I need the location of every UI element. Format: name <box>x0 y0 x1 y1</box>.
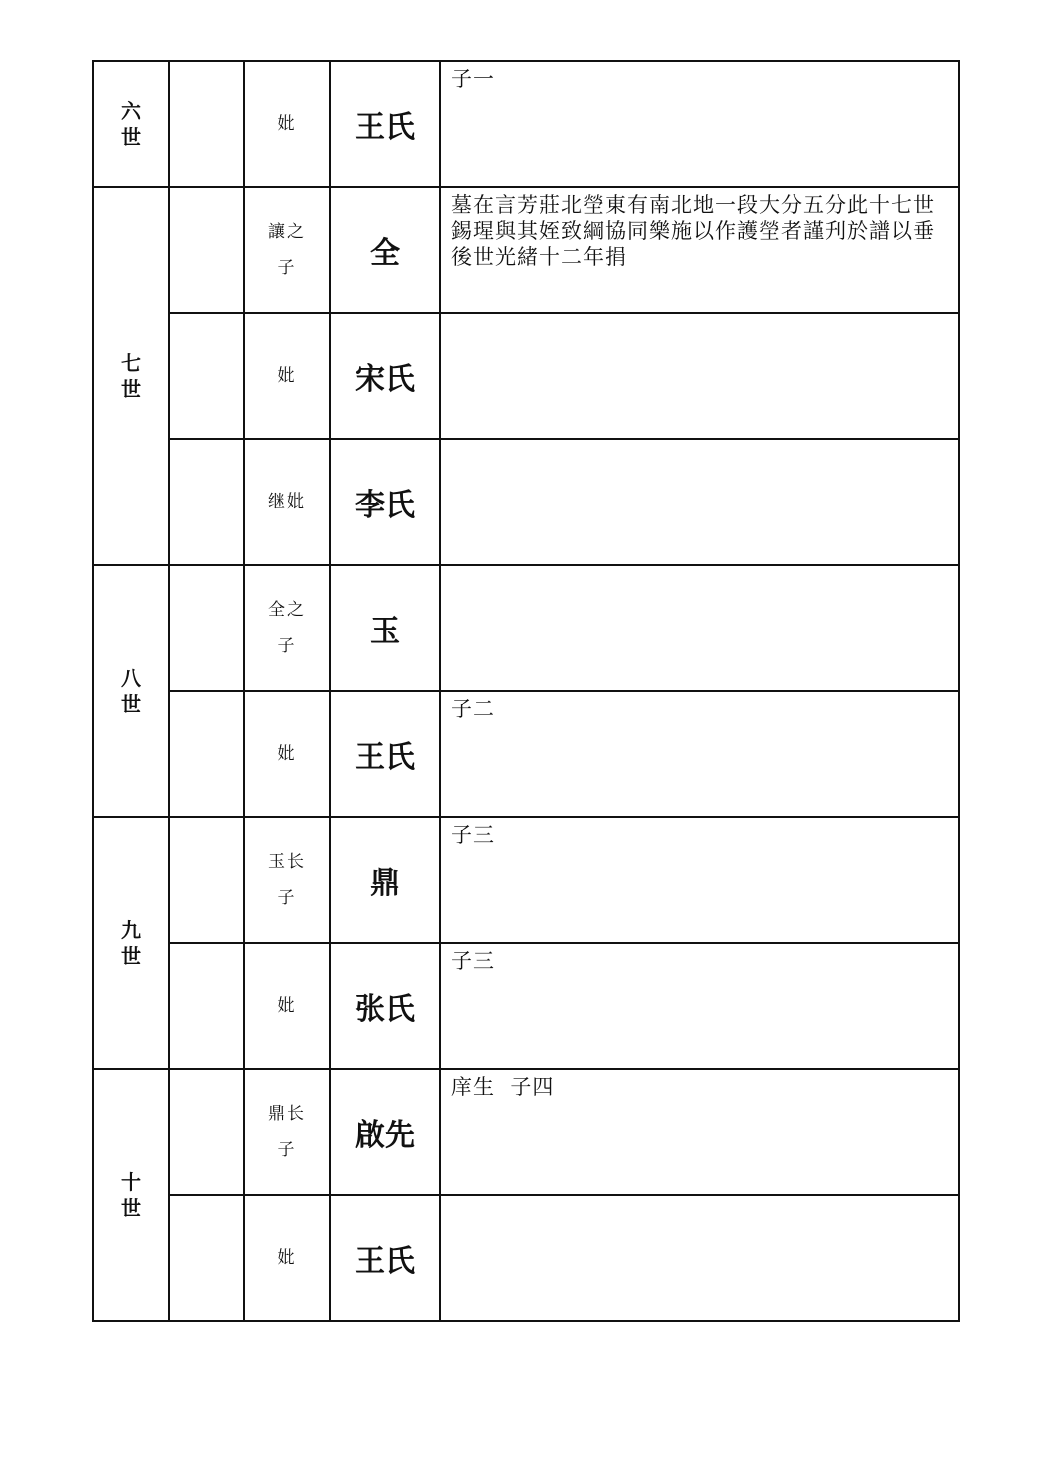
note-text: 庠生 子四 <box>451 1075 555 1099</box>
note-text <box>441 566 958 570</box>
name-cell: 王氏 <box>330 1195 440 1321</box>
note-cell <box>440 61 959 187</box>
table-row <box>93 817 959 943</box>
table-row <box>93 1195 959 1321</box>
relation-cell <box>244 439 330 565</box>
table-row <box>93 61 959 187</box>
note-cell <box>440 565 959 691</box>
relation-label: 鼎长子 <box>268 1104 306 1160</box>
relation-cell <box>244 565 330 691</box>
relation-cell <box>244 61 330 187</box>
relation-label: 妣 <box>277 744 297 764</box>
note-text <box>441 440 958 444</box>
blank-cell <box>169 439 244 565</box>
table-row <box>93 187 959 313</box>
name-cell: 王氏 <box>330 61 440 187</box>
relation-cell <box>244 943 330 1069</box>
relation-label: 讓之子 <box>268 222 306 278</box>
note-text: 子一 <box>451 67 495 91</box>
blank-cell <box>169 565 244 691</box>
note-cell <box>440 187 959 313</box>
relation-label: 妣 <box>277 114 297 134</box>
blank-cell <box>169 817 244 943</box>
note-cell <box>440 1195 959 1321</box>
note-text <box>441 1196 958 1200</box>
generation-label: 十世 <box>121 1170 141 1220</box>
blank-cell <box>169 313 244 439</box>
table-row <box>93 313 959 439</box>
blank-cell <box>169 1195 244 1321</box>
name-cell: 王氏 <box>330 691 440 817</box>
blank-cell <box>169 1069 244 1195</box>
genealogy-table <box>92 60 960 1322</box>
name-cell: 李氏 <box>330 439 440 565</box>
note-cell <box>440 943 959 1069</box>
note-cell <box>440 691 959 817</box>
generation-cell <box>93 565 169 817</box>
generation-cell <box>93 1069 169 1321</box>
note-text: 墓在言芳莊北塋東有南北地一段大分五分此十七世錫瑆與其姪致綱協同樂施以作護塋者謹刋於譜以垂後世光緒十二年捐 <box>451 193 935 269</box>
note-cell <box>440 313 959 439</box>
relation-label: 妣 <box>277 996 297 1016</box>
generation-cell <box>93 61 169 187</box>
relation-label: 全之子 <box>268 600 306 656</box>
relation-label: 妣 <box>277 1248 297 1268</box>
generation-label: 六世 <box>121 99 141 149</box>
relation-cell <box>244 1069 330 1195</box>
generation-cell <box>93 187 169 565</box>
note-text: 子三 <box>451 823 495 847</box>
relation-cell <box>244 187 330 313</box>
table-row <box>93 943 959 1069</box>
generation-label: 八世 <box>121 666 141 716</box>
relation-label: 玉长子 <box>268 852 306 908</box>
name-cell: 全 <box>330 187 440 313</box>
table-row <box>93 691 959 817</box>
blank-cell <box>169 187 244 313</box>
note-cell <box>440 439 959 565</box>
table-row <box>93 1069 959 1195</box>
blank-cell <box>169 943 244 1069</box>
relation-cell <box>244 313 330 439</box>
relation-label: 继妣 <box>268 492 306 512</box>
blank-cell <box>169 61 244 187</box>
generation-label: 九世 <box>121 918 141 968</box>
relation-label: 妣 <box>277 366 297 386</box>
note-cell <box>440 1069 959 1195</box>
name-cell: 玉 <box>330 565 440 691</box>
name-cell: 张氏 <box>330 943 440 1069</box>
note-text: 子二 <box>451 697 495 721</box>
blank-cell <box>169 691 244 817</box>
note-cell <box>440 817 959 943</box>
name-cell: 啟先 <box>330 1069 440 1195</box>
table-row <box>93 439 959 565</box>
generation-cell <box>93 817 169 1069</box>
generation-label: 七世 <box>121 351 141 401</box>
relation-cell <box>244 1195 330 1321</box>
name-cell: 宋氏 <box>330 313 440 439</box>
relation-cell <box>244 817 330 943</box>
note-text <box>441 314 958 318</box>
name-cell: 鼎 <box>330 817 440 943</box>
note-text: 子三 <box>451 949 495 973</box>
table-row <box>93 565 959 691</box>
relation-cell <box>244 691 330 817</box>
